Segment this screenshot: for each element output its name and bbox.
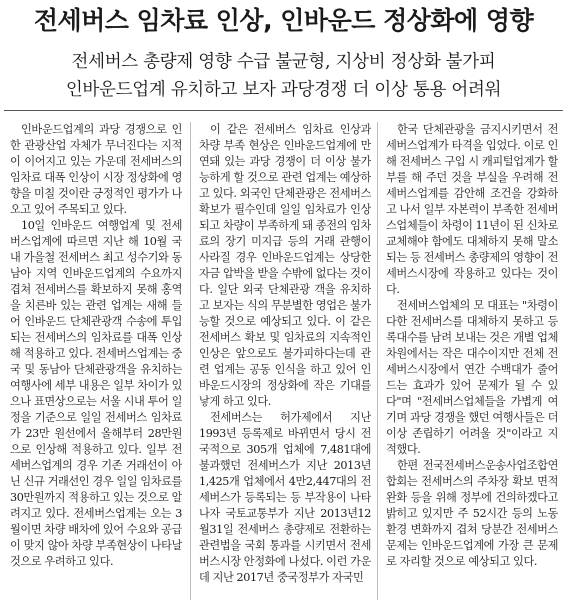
headline: 전세버스 임차료 인상, 인바운드 정상화에 영향	[33, 6, 534, 35]
header-divider	[4, 110, 563, 111]
column-divider	[190, 122, 191, 600]
subheadline-2: 인바운드업계 유치하고 보자 과당경쟁 더 이상 통용 어려워	[65, 80, 502, 100]
article-column-2	[199, 122, 371, 600]
paragraph: 한국 단체관광을 금지시키면서 전세버스업계가 타격을 입었다. 이로 인해 전세버스 구입 시 캐피털업계가 할부를 해 주던 것을 부실을 우려해 전세버스업계를 감안해 조건을 강화하고 나서 일부 자본력이 부족한 전세버스업체들이 차령이 11년이 된 신차로 교체해야 함에도 대체하지 못해 말소되는 등 전세버스 총량제의 영향이 전세버스시장에 작용하고 있다는 것이다.	[386, 123, 558, 296]
paragraph: 이 같은 전세버스 임차료 인상과 차량 부족 현상은 인바운드업계에 만연돼 있는 과당 경쟁이 더 이상 불가능하게 할 것으로 관련 업계는 예상하고 있다. 외국인 단체관광은 전세버스 확보가 필수인데 일일 임차료가 인상되고 차량이 부족하게 돼 종전의 임차료의 장기 미지급 등의 거래 관행이 사라질 경우 인바운드업계는 상당한 자금 압박을 받을 수밖에 없다는 것이다. 일단 외국 단체관광 객을 유치하고 보자는 식의 무분별한 영업은 불가능할 것으로 예상되고 있다. 이 같은 전세버스 확보 및 임차료의 지속적인 인상은 앞으로도 불가피하다는데 관련 업계는 공동 인식을 하고 있어 인바운드시장의 정상화에 작은 기대를 낳게 하고 있다.	[199, 123, 371, 408]
paragraph: 인바운드업계의 과당 경쟁으로 인한 관광산업 자체가 무너진다는 지적이 이어지고 있는 가운데 전세버스의 임차료 대폭 인상이 시장 정상화에 영향을 미칠 것이란 긍정적인 평가가 나오고 있어 주목되고 있다.	[10, 123, 182, 216]
paragraph: 한편 전국전세버스운송사업조합연합회는 전세버스의 주차장 확보 면적 완화 등을 위해 정부에 건의하겠다고 밝히고 있지만 주 52시간 등의 노동 환경 변화까지 겹쳐 당분간 전세버스 문제는 인바운드업계에 가장 큰 문제로 자리할 것으로 예상되고 있다.	[386, 459, 558, 568]
subheadline-1: 전세버스 총량제 영향 수급 불균형, 지상비 정상화 불가피	[71, 52, 496, 72]
paragraph: 전세버스업체의 모 대표는 "차령이 다한 전세버스를 대체하지 못하고 등록대수를 남려 보내는 것은 개별 업체 차원에서는 작은 대수이지만 전체 전세버스시장에서 연간 수백대가 줄어드는 효과가 있어 문제가 될 수 있다"며 "전세버스업체들을 가볍게 여기며 과당 경쟁을 했던 여행사들은 더 이상 존립하기 어려울 것"이라고 지적했다.	[386, 299, 558, 456]
article-column-3	[386, 122, 558, 600]
article-column-1	[10, 122, 182, 600]
paragraph: 10일 인바운드 여행업계 및 전세버스업계에 따르면 지난 해 10월 국내 가을철 전세버스 최고 성수기와 동남아 지역 인바운드업계의 수요까지 겹쳐 전세버스를 확보하지 못해 홍역을 치른바 있는 관련 업계는 새해 들어 인바운드 단체관광객 수송에 투입되는 전세버스의 임차료를 대폭 인상해 적용하고 있다. 전세버스업계는 중국 및 동남아 단체관광객을 유치하는 여행사에 세부 내용은 일부 차이가 있으나 표면상으로는 서울 시내 투어 일정을 기준으로 일일 전세버스 임차료가 23만 원선에서 올해부터 28만원으로 인상해 적용하고 있다. 일부 전세버스업계의 경우 기존 거래선이 아닌 신규 거래선인 경우 일일 임차료를 30만원까지 적용하고 있는 것으로 알려지고 있다. 전세버스업계는 오는 3월이면 차량 배차에 있어 수요와 공급이 맞지 않아 차량 부족현상이 나타날 것으로 우려하고 있다.	[10, 219, 182, 568]
paragraph: 전세버스는 허가제에서 지난 1993년 등록제로 바뀌면서 당시 전국적으로 305개 업체에 7,481대에 불과했던 전세버스가 지난 2013년 1,425개 업체에서 4만2,447대의 전세버스가 등록되는 등 부작용이 나타나자 국토교통부가 지난 2013년12월31일 전세버스 총량제로 전환하는 관련법을 국회 통과를 시키면서 전세버스시장 안정화에 나섰다. 이런 가운데 지난 2017년 중국정부가 자국민	[199, 411, 371, 584]
column-divider	[377, 122, 378, 600]
